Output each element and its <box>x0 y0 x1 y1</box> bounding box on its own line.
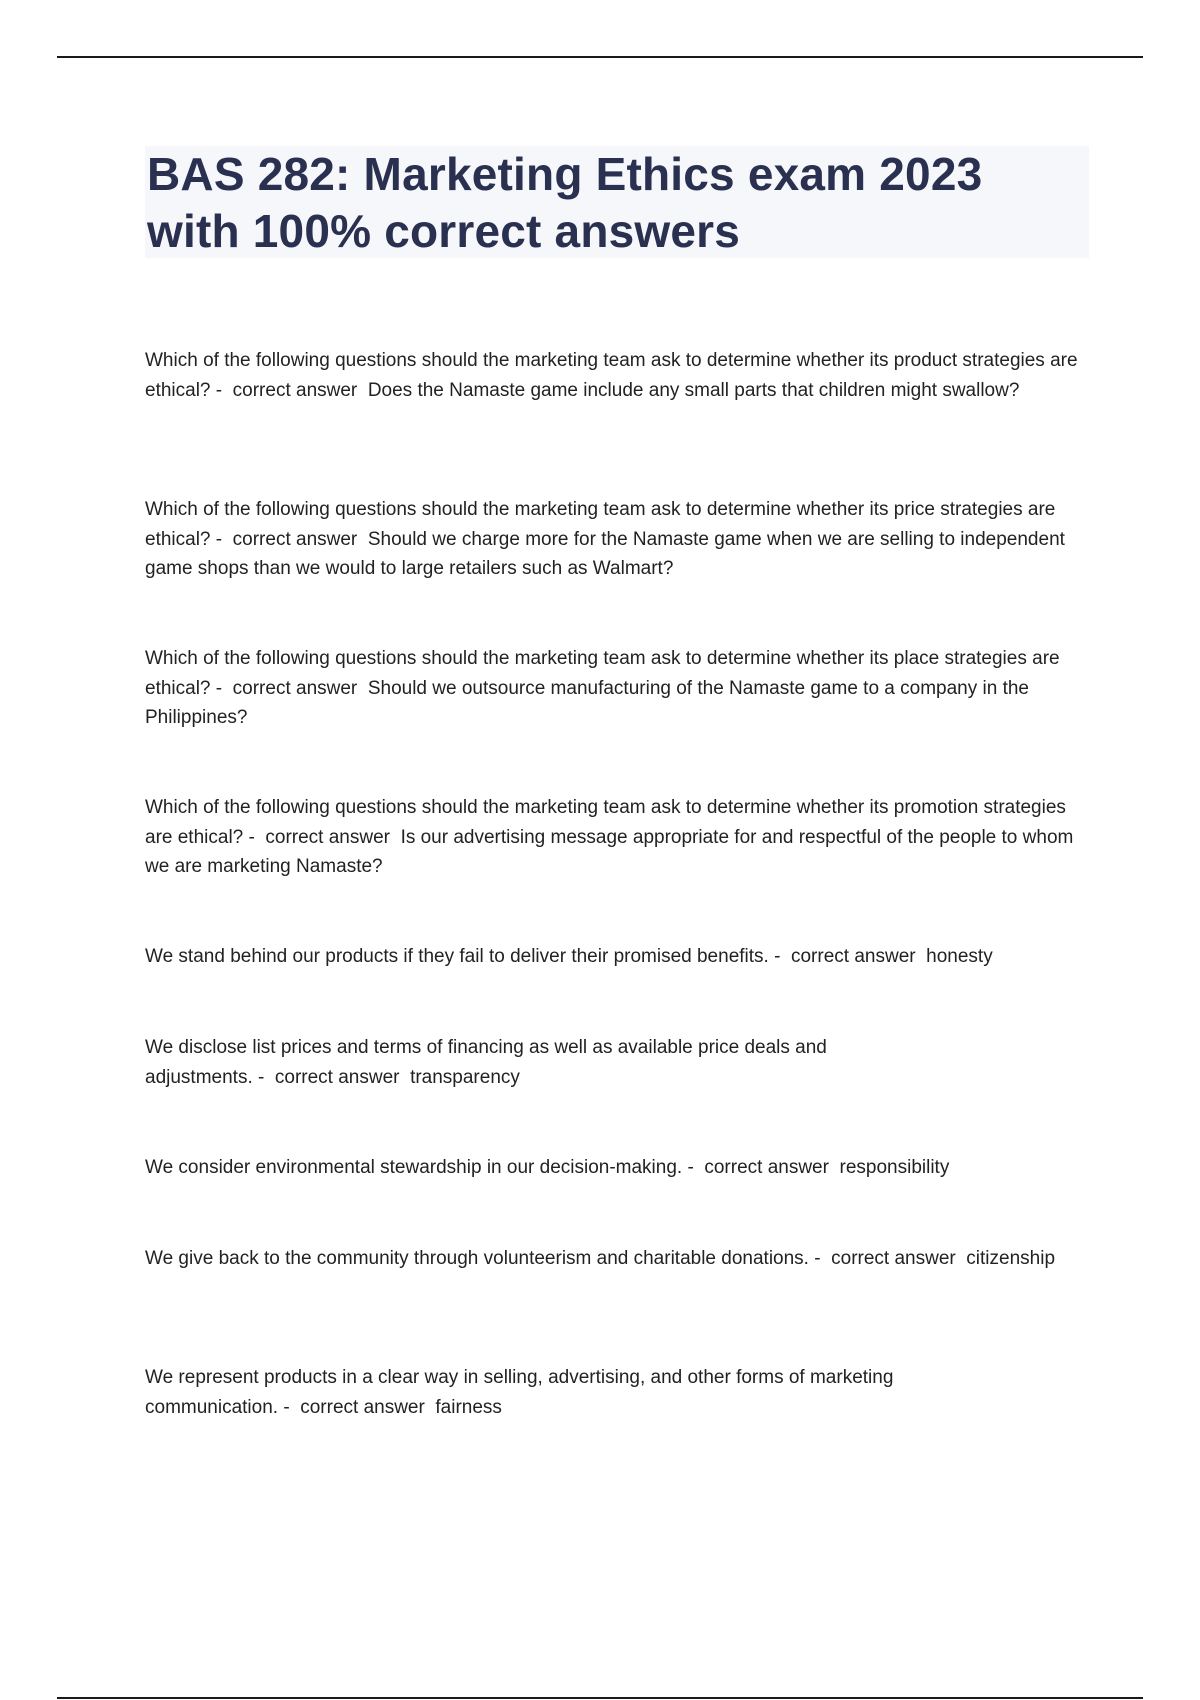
qa-separator: - correct answer <box>243 826 401 848</box>
page-title-line-2: with 100% correct answers <box>147 205 741 257</box>
qa-entry <box>145 942 993 972</box>
page-title <box>147 146 1089 260</box>
title-banner <box>145 146 1089 258</box>
qa-separator: - correct answer <box>210 677 368 699</box>
qa-question: Which of the following questions should the marketing team ask to determine whether its price strategies are ethical? <box>145 499 1061 550</box>
qa-question: We represent products in a clear way in selling, advertising, and other forms of marketing communication. <box>145 1367 899 1418</box>
qa-separator: - correct answer <box>210 379 368 401</box>
qa-entry <box>145 793 1090 882</box>
qa-entry <box>145 644 1090 733</box>
qa-answer: Should we charge more for the Namaste game when we are selling to independent game shops than we would to large retailers such as Walmart? <box>145 528 1071 579</box>
qa-question: We give back to the community through volunteerism and charitable donations. <box>145 1248 809 1269</box>
qa-separator: - correct answer <box>682 1157 840 1178</box>
qa-answer: Does the Namaste game include any small parts that children might swallow? <box>367 379 1020 401</box>
qa-separator: - correct answer <box>278 1396 436 1418</box>
qa-entry <box>145 1244 1055 1274</box>
qa-answer: responsibility <box>839 1157 950 1178</box>
page-title-line-1: BAS 282: Marketing Ethics exam 2023 <box>147 148 983 200</box>
qa-question: We disclose list prices and terms of financing as well as available price deals and adjustments. <box>145 1037 833 1088</box>
bottom-rule <box>57 1697 1143 1699</box>
qa-separator: - correct answer <box>210 528 368 550</box>
qa-answer: Should we outsource manufacturing of the Namaste game to a company in the Philippines? <box>145 677 1035 728</box>
qa-entry <box>145 495 1090 584</box>
qa-question: We consider environmental stewardship in our decision-making. <box>145 1157 683 1178</box>
qa-separator: - correct answer <box>768 946 927 967</box>
qa-question: Which of the following questions should the marketing team ask to determine whether its product strategies are ethical? <box>145 350 1083 401</box>
qa-separator: - correct answer <box>808 1248 967 1269</box>
qa-question: Which of the following questions should the marketing team ask to determine whether its place strategies are ethical? <box>145 648 1065 699</box>
qa-entry <box>145 1033 1090 1092</box>
qa-entry <box>145 1363 1090 1422</box>
top-rule <box>57 56 1143 58</box>
qa-answer: fairness <box>435 1396 502 1418</box>
qa-entry <box>145 1153 949 1183</box>
qa-answer: honesty <box>926 946 993 967</box>
qa-entry <box>145 346 1090 405</box>
qa-answer: citizenship <box>966 1248 1056 1269</box>
qa-question: Which of the following questions should the marketing team ask to determine whether its promotion strategies are ethical? <box>145 797 1072 848</box>
qa-separator: - correct answer <box>252 1066 411 1088</box>
qa-answer: Is our advertising message appropriate for and respectful of the people to whom we are marketing Namaste? <box>145 826 1079 877</box>
qa-question: We stand behind our products if they fail to deliver their promised benefits. <box>145 946 769 967</box>
qa-answer: transparency <box>410 1066 520 1088</box>
